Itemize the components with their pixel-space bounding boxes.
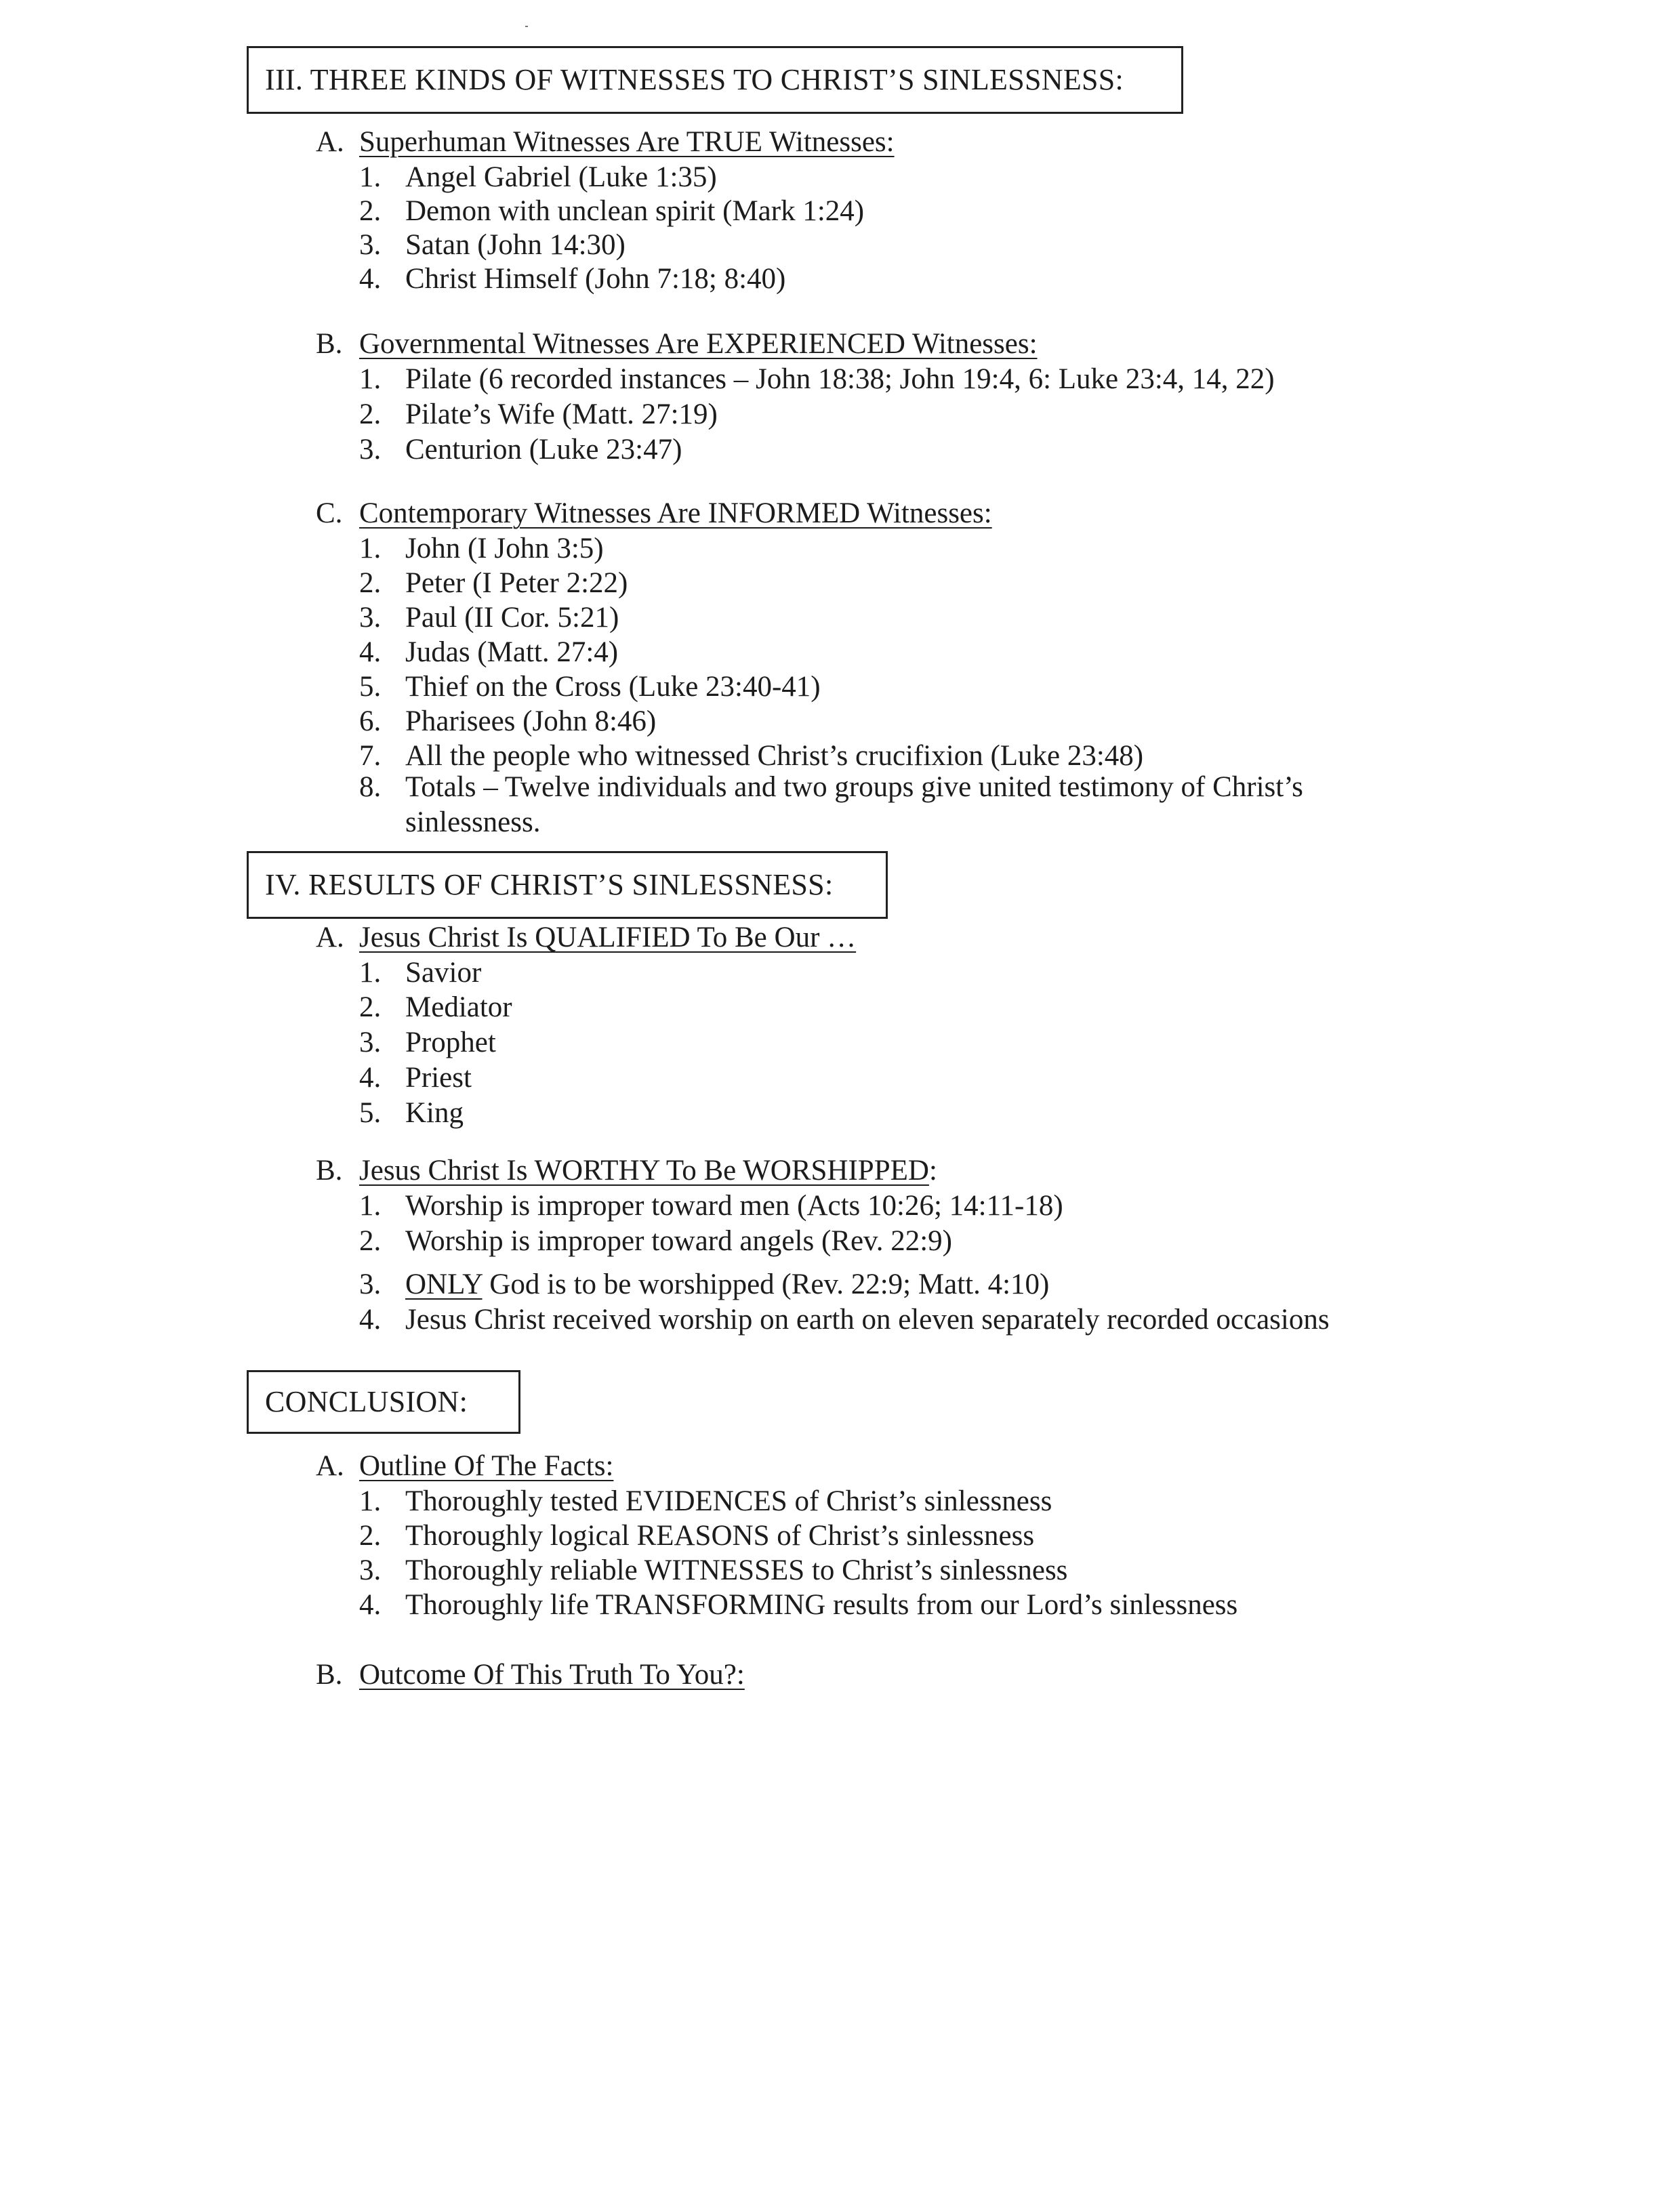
item-text: Thoroughly tested EVIDENCES of Christ’s sinlessness bbox=[405, 1485, 1052, 1517]
section-iii-heading-text: III. THREE KINDS OF WITNESSES TO CHRIST’S SINLESSNESS: bbox=[265, 63, 1124, 96]
item-number: 8. bbox=[359, 771, 382, 803]
subsection-title: Outline Of The Facts: bbox=[359, 1450, 614, 1482]
item-number: 5. bbox=[359, 671, 382, 703]
item-text: All the people who witnessed Christ’s crucifixion (Luke 23:48) bbox=[405, 740, 1144, 772]
list-item bbox=[359, 1305, 1330, 1334]
subsection-iii-c bbox=[316, 499, 992, 528]
item-text: Christ Himself (John 7:18; 8:40) bbox=[405, 263, 786, 295]
list-item bbox=[359, 569, 628, 598]
item-number: 2. bbox=[359, 1520, 382, 1552]
list-item bbox=[359, 672, 821, 701]
scan-mark bbox=[525, 26, 528, 27]
subsection-iii-b bbox=[316, 329, 1038, 358]
item-number: 1. bbox=[359, 1190, 382, 1222]
item-text: Thoroughly life TRANSFORMING results from our Lord’s sinlessness bbox=[405, 1589, 1238, 1621]
item-number: 4. bbox=[359, 1062, 382, 1094]
item-number: 1. bbox=[359, 1485, 382, 1517]
list-item bbox=[359, 264, 785, 293]
item-text: Thief on the Cross (Luke 23:40-41) bbox=[405, 671, 821, 703]
item-text: Satan (John 14:30) bbox=[405, 229, 626, 261]
item-number: 7. bbox=[359, 740, 382, 772]
item-text: Savior bbox=[405, 957, 482, 989]
subsection-title-colon: : bbox=[928, 1155, 937, 1186]
item-number: 1. bbox=[359, 363, 382, 395]
item-emphasis: ONLY bbox=[405, 1268, 483, 1300]
list-item bbox=[359, 1590, 1237, 1619]
item-text-rest: God is to be worshipped (Rev. 22:9; Matt. 4:10) bbox=[482, 1268, 1050, 1300]
subsection-letter: A. bbox=[316, 126, 344, 158]
list-item bbox=[359, 163, 717, 192]
list-item bbox=[359, 1226, 952, 1256]
section-iv-heading-text: IV. RESULTS OF CHRIST’S SINLESSNESS: bbox=[265, 868, 834, 901]
list-item bbox=[359, 1487, 1052, 1516]
list-item bbox=[359, 230, 626, 260]
list-item bbox=[359, 1098, 464, 1128]
list-item bbox=[359, 365, 1275, 394]
item-text: Totals – Twelve individuals and two groups give united testimony of Christ’s sinlessness. bbox=[405, 771, 1303, 838]
item-number: 2. bbox=[359, 398, 382, 430]
item-text: Pilate’s Wife (Matt. 27:19) bbox=[405, 398, 718, 430]
item-text: Demon with unclean spirit (Mark 1:24) bbox=[405, 195, 865, 227]
item-number: 3. bbox=[359, 434, 382, 466]
list-item bbox=[359, 1270, 1049, 1299]
item-text: Jesus Christ received worship on earth on eleven separately recorded occasions bbox=[405, 1304, 1330, 1336]
list-item bbox=[359, 1028, 496, 1057]
subsection-letter: A. bbox=[316, 1450, 344, 1482]
list-item bbox=[359, 1063, 472, 1092]
conclusion-heading bbox=[247, 1370, 520, 1434]
item-text: Worship is improper toward angels (Rev. 22:9) bbox=[405, 1225, 953, 1257]
list-item bbox=[359, 435, 682, 464]
list-item bbox=[359, 400, 718, 429]
subsection-letter: B. bbox=[316, 328, 343, 360]
item-number: 2. bbox=[359, 195, 382, 227]
list-item bbox=[359, 770, 1408, 840]
item-number: 2. bbox=[359, 567, 382, 599]
item-text: Centurion (Luke 23:47) bbox=[405, 434, 682, 466]
subsection-letter: C. bbox=[316, 497, 343, 529]
subsection-title: Superhuman Witnesses Are TRUE Witnesses: bbox=[359, 126, 895, 158]
subsection-title: Governmental Witnesses Are EXPERIENCED Witnesses: bbox=[359, 328, 1038, 360]
list-item bbox=[359, 197, 864, 226]
subsection-title: Jesus Christ Is QUALIFIED To Be Our … bbox=[359, 922, 857, 953]
item-text: King bbox=[405, 1097, 464, 1129]
item-number: 5. bbox=[359, 1097, 382, 1129]
subsection-letter: B. bbox=[316, 1659, 343, 1691]
subsection-title: Jesus Christ Is WORTHY To Be WORSHIPPED bbox=[359, 1155, 929, 1186]
item-text: Pilate (6 recorded instances – John 18:38; John 19:4, 6: Luke 23:4, 14, 22) bbox=[405, 363, 1275, 395]
item-number: 4. bbox=[359, 636, 382, 668]
item-text: Prophet bbox=[405, 1027, 496, 1058]
item-text: Pharisees (John 8:46) bbox=[405, 705, 657, 737]
item-text bbox=[405, 1270, 1049, 1299]
item-text: Worship is improper toward men (Acts 10:26; 14:11-18) bbox=[405, 1190, 1063, 1222]
item-number: 2. bbox=[359, 1225, 382, 1257]
subsection-letter: A. bbox=[316, 922, 344, 953]
item-number: 1. bbox=[359, 533, 382, 564]
list-item bbox=[359, 958, 481, 987]
item-text: Mediator bbox=[405, 991, 512, 1023]
item-number: 2. bbox=[359, 991, 382, 1023]
list-item bbox=[359, 741, 1143, 770]
conclusion-heading-text: CONCLUSION: bbox=[265, 1385, 468, 1418]
subsection-title: Contemporary Witnesses Are INFORMED Witnesses: bbox=[359, 497, 992, 529]
subsection-letter: B. bbox=[316, 1155, 343, 1186]
subsection-conclusion-b bbox=[316, 1660, 745, 1689]
item-text: Peter (I Peter 2:22) bbox=[405, 567, 628, 599]
item-text: Paul (II Cor. 5:21) bbox=[405, 602, 619, 634]
list-item bbox=[359, 1521, 1034, 1550]
item-number: 4. bbox=[359, 263, 382, 295]
subsection-iv-a bbox=[316, 923, 856, 952]
list-item bbox=[359, 1556, 1067, 1585]
item-number: 4. bbox=[359, 1589, 382, 1621]
section-iii-heading bbox=[247, 46, 1183, 114]
item-number: 3. bbox=[359, 602, 382, 634]
item-text: Angel Gabriel (Luke 1:35) bbox=[405, 161, 717, 193]
item-number: 3. bbox=[359, 229, 382, 261]
item-number: 4. bbox=[359, 1304, 382, 1336]
item-number: 1. bbox=[359, 957, 382, 989]
item-number: 3. bbox=[359, 1554, 382, 1586]
subsection-iii-a bbox=[316, 127, 895, 157]
subsection-iv-b bbox=[316, 1156, 937, 1185]
item-text: Priest bbox=[405, 1062, 472, 1094]
list-item bbox=[359, 707, 656, 736]
item-text: Thoroughly logical REASONS of Christ’s sinlessness bbox=[405, 1520, 1035, 1552]
subsection-title: Outcome Of This Truth To You?: bbox=[359, 1659, 745, 1691]
item-number: 3. bbox=[359, 1027, 382, 1058]
item-text: Thoroughly reliable WITNESSES to Christ’s sinlessness bbox=[405, 1554, 1068, 1586]
list-item bbox=[359, 534, 604, 563]
list-item bbox=[359, 993, 512, 1022]
item-text: Judas (Matt. 27:4) bbox=[405, 636, 619, 668]
list-item bbox=[359, 638, 618, 667]
subsection-conclusion-a bbox=[316, 1451, 613, 1481]
section-iv-heading bbox=[247, 851, 888, 919]
list-item bbox=[359, 1191, 1063, 1220]
item-text: John (I John 3:5) bbox=[405, 533, 604, 564]
list-item bbox=[359, 603, 619, 632]
item-number: 6. bbox=[359, 705, 382, 737]
item-number: 3. bbox=[359, 1268, 382, 1300]
item-number: 1. bbox=[359, 161, 382, 193]
